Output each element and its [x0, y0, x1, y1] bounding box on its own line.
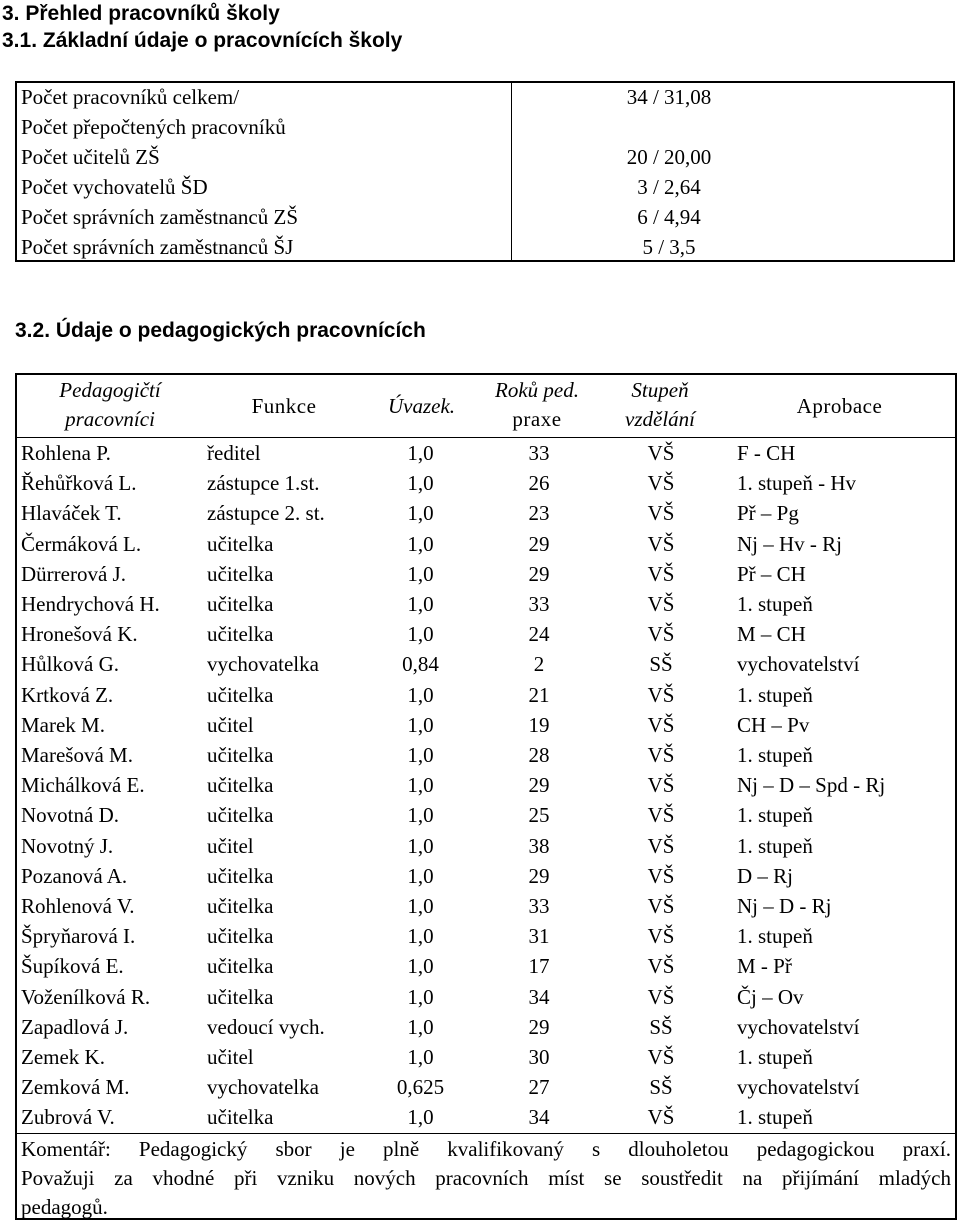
- staff-workload: 1,0: [407, 803, 434, 828]
- summary-label: Počet pracovníků celkem/: [21, 85, 240, 109]
- subsection-heading-pedagogical: 3.2. Údaje o pedagogických pracovnících: [15, 319, 426, 342]
- staff-education: VŠ: [647, 924, 675, 949]
- summary-row: [17, 142, 953, 172]
- staff-years: 34: [528, 1105, 550, 1130]
- staff-table: [15, 373, 957, 1220]
- table-row: [17, 559, 955, 589]
- comment-line: pedagogů.: [21, 1195, 108, 1219]
- staff-approbation: Nj – D – Spd - Rj: [737, 773, 886, 798]
- staff-years: 31: [528, 924, 550, 949]
- staff-approbation: M – CH: [737, 622, 806, 647]
- staff-workload: 1,0: [407, 561, 434, 586]
- summary-label: Počet správních zaměstnanců ŠJ: [21, 235, 294, 259]
- staff-education: SŠ: [649, 1075, 673, 1100]
- table-row: [17, 619, 955, 649]
- staff-name: Novotná D.: [21, 803, 119, 828]
- subsection-heading-basic: 3.1. Základní údaje o pracovnících školy: [2, 29, 403, 52]
- staff-years: 29: [528, 773, 550, 798]
- table-row: [17, 649, 955, 679]
- table-row: [17, 529, 955, 559]
- staff-workload: 1,0: [407, 1045, 434, 1069]
- staff-workload: 1,0: [407, 773, 434, 798]
- comment-block: [21, 1135, 951, 1222]
- staff-education: VŠ: [647, 984, 675, 1009]
- staff-approbation: 1. stupeň: [737, 1045, 813, 1069]
- comment-line: Považuji za vhodné při vzniku nových pracovních míst se soustředit na přijímání mladých: [21, 1166, 951, 1190]
- summary-label: Počet učitelů ZŠ: [21, 145, 160, 169]
- staff-years: 38: [528, 833, 550, 858]
- staff-name: Voženílková R.: [21, 984, 151, 1009]
- staff-education: VŠ: [647, 622, 675, 647]
- staff-approbation: F - CH: [737, 441, 796, 465]
- comment-separator: [17, 1133, 955, 1134]
- staff-education: SŠ: [649, 652, 673, 677]
- staff-function: učitelka: [207, 592, 274, 616]
- staff-workload: 1,0: [407, 1105, 434, 1130]
- staff-years: 33: [528, 592, 550, 616]
- table-row: [17, 740, 955, 770]
- staff-function: učitelka: [207, 1105, 274, 1130]
- table-row: [17, 831, 955, 861]
- staff-name: Šupíková E.: [21, 954, 124, 979]
- header-years-line2: praxe: [512, 407, 562, 431]
- staff-approbation: 1. stupeň: [737, 924, 813, 949]
- staff-years: 33: [528, 894, 550, 918]
- staff-workload: 1,0: [407, 984, 434, 1009]
- table-row: [17, 770, 955, 800]
- staff-function: učitelka: [207, 863, 274, 888]
- staff-function: učitelka: [207, 894, 274, 918]
- staff-name: Hůlková G.: [21, 652, 119, 677]
- staff-function: učitelka: [207, 773, 274, 798]
- staff-function: učitelka: [207, 984, 274, 1009]
- staff-function: učitelka: [207, 803, 274, 828]
- staff-years: 28: [528, 743, 550, 767]
- summary-row: [17, 82, 953, 112]
- header-pedagogical-staff: [17, 375, 203, 437]
- staff-education: VŠ: [647, 1105, 675, 1130]
- staff-name: Michálková E.: [21, 773, 145, 798]
- header-ped-line2: pracovníci: [65, 407, 155, 431]
- staff-workload: 1,0: [407, 894, 434, 918]
- staff-education: VŠ: [647, 954, 675, 979]
- summary-value: 3 / 2,64: [637, 175, 701, 199]
- summary-value: 6 / 4,94: [637, 205, 701, 229]
- staff-workload: 1,0: [407, 531, 434, 556]
- summary-table: [15, 81, 955, 262]
- staff-function: učitelka: [207, 743, 274, 767]
- staff-workload: 1,0: [407, 924, 434, 949]
- staff-approbation: CH – Pv: [737, 712, 810, 737]
- staff-years: 25: [528, 803, 550, 828]
- table-row: [17, 589, 955, 619]
- staff-years: 23: [528, 501, 550, 526]
- summary-row: [17, 202, 953, 232]
- summary-row: [17, 232, 953, 262]
- staff-education: VŠ: [647, 712, 675, 737]
- staff-approbation: vychovatelství: [737, 652, 860, 677]
- staff-function: učitelka: [207, 682, 274, 707]
- staff-function: ředitel: [207, 441, 261, 465]
- header-years-line1: Roků ped.: [495, 378, 579, 402]
- staff-years: 30: [528, 1045, 550, 1069]
- staff-approbation: vychovatelství: [737, 1075, 860, 1100]
- staff-function: zástupce 1.st.: [207, 471, 320, 496]
- staff-approbation: 1. stupeň: [737, 592, 813, 616]
- staff-name: Zapadlová J.: [21, 1014, 129, 1039]
- staff-education: VŠ: [647, 682, 675, 707]
- summary-value: 34 / 31,08: [626, 85, 712, 109]
- staff-name: Marek M.: [21, 712, 105, 737]
- staff-workload: 0,625: [396, 1075, 445, 1100]
- table-row: [17, 1012, 955, 1042]
- staff-years: 29: [528, 561, 550, 586]
- summary-label: Počet přepočtených pracovníků: [21, 115, 286, 139]
- staff-approbation: M - Př: [737, 954, 792, 979]
- staff-function: učitelka: [207, 531, 274, 556]
- header-ped-line1: Pedagogičtí: [59, 378, 161, 402]
- staff-name: Řehůřková L.: [21, 471, 137, 496]
- header-education-line1: Stupeň: [631, 378, 689, 402]
- staff-workload: 1,0: [407, 712, 434, 737]
- staff-workload: 1,0: [407, 743, 434, 767]
- staff-years: 24: [528, 622, 550, 647]
- staff-years: 29: [528, 1014, 550, 1039]
- staff-education: VŠ: [647, 592, 675, 616]
- staff-years: 2: [533, 652, 545, 677]
- staff-function: učitelka: [207, 954, 274, 979]
- staff-approbation: D – Rj: [737, 863, 794, 888]
- table-row: [17, 1072, 955, 1102]
- staff-name: Zubrová V.: [21, 1105, 115, 1130]
- table-row: [17, 921, 955, 951]
- table-row: [17, 951, 955, 981]
- staff-name: Krtková Z.: [21, 682, 114, 707]
- staff-name: Pozanová A.: [21, 863, 128, 888]
- staff-years: 26: [528, 471, 550, 496]
- comment-line: Komentář: Pedagogický sbor je plně kvalifikovaný s dlouholetou pedagogickou praxí.: [21, 1137, 951, 1161]
- staff-years: 27: [528, 1075, 550, 1100]
- header-function: Funkce: [251, 394, 317, 418]
- staff-function: vedoucí vych.: [207, 1014, 325, 1039]
- staff-approbation: Př – Pg: [737, 501, 799, 526]
- header-education-line2: vzdělání: [625, 407, 695, 431]
- staff-years: 29: [528, 531, 550, 556]
- staff-name: Rohlenová V.: [21, 894, 135, 918]
- header-years-practice: [478, 375, 596, 437]
- staff-education: VŠ: [647, 743, 675, 767]
- staff-name: Hronešová K.: [21, 622, 138, 647]
- summary-label: Počet vychovatelů ŠD: [21, 175, 208, 199]
- summary-row: [17, 172, 953, 202]
- staff-workload: 1,0: [407, 833, 434, 858]
- staff-workload: 1,0: [407, 682, 434, 707]
- table-row: [17, 982, 955, 1012]
- staff-function: vychovatelka: [207, 652, 319, 677]
- staff-education: SŠ: [649, 1014, 673, 1039]
- staff-approbation: 1. stupeň: [737, 833, 813, 858]
- staff-approbation: 1. stupeň: [737, 682, 813, 707]
- staff-years: 17: [528, 954, 550, 979]
- staff-education: VŠ: [647, 833, 675, 858]
- summary-value: 20 / 20,00: [626, 145, 712, 169]
- staff-workload: 1,0: [407, 592, 434, 616]
- table-row: [17, 438, 955, 468]
- staff-workload: 1,0: [407, 471, 434, 496]
- staff-workload: 1,0: [407, 863, 434, 888]
- staff-function: učitelka: [207, 622, 274, 647]
- staff-name: Hlaváček T.: [21, 501, 122, 526]
- staff-approbation: Čj – Ov: [737, 984, 804, 1009]
- table-row: [17, 498, 955, 528]
- staff-years: 21: [528, 682, 550, 707]
- staff-approbation: 1. stupeň: [737, 743, 813, 767]
- staff-education: VŠ: [647, 773, 675, 798]
- staff-name: Zemková M.: [21, 1075, 130, 1100]
- table-row: [17, 680, 955, 710]
- table-row: [17, 861, 955, 891]
- staff-approbation: 1. stupeň: [737, 803, 813, 828]
- staff-function: učitel: [207, 1045, 254, 1069]
- staff-name: Hendrychová H.: [21, 592, 160, 616]
- staff-education: VŠ: [647, 501, 675, 526]
- section-heading: 3. Přehled pracovníků školy: [2, 2, 280, 25]
- staff-function: vychovatelka: [207, 1075, 319, 1100]
- staff-education: VŠ: [647, 441, 675, 465]
- staff-name: Špryňarová I.: [21, 924, 136, 949]
- table-row: [17, 891, 955, 921]
- staff-years: 33: [528, 441, 550, 465]
- staff-name: Rohlena P.: [21, 441, 111, 465]
- staff-name: Dürrerová J.: [21, 561, 126, 586]
- staff-name: Zemek K.: [21, 1045, 105, 1069]
- staff-years: 19: [528, 712, 550, 737]
- staff-name: Marešová M.: [21, 743, 133, 767]
- staff-workload: 1,0: [407, 1014, 434, 1039]
- staff-function: učitel: [207, 833, 254, 858]
- staff-function: zástupce 2. st.: [207, 501, 325, 526]
- staff-approbation: Nj – D - Rj: [737, 894, 832, 918]
- staff-years: 34: [528, 984, 550, 1009]
- staff-education: VŠ: [647, 863, 675, 888]
- summary-value: 5 / 3,5: [642, 235, 696, 259]
- staff-education: VŠ: [647, 471, 675, 496]
- staff-workload: 1,0: [407, 954, 434, 979]
- table-row: [17, 468, 955, 498]
- staff-workload: 1,0: [407, 501, 434, 526]
- header-approbation: Aprobace: [796, 394, 883, 418]
- staff-workload: 1,0: [407, 622, 434, 647]
- staff-education: VŠ: [647, 531, 675, 556]
- table-row: [17, 800, 955, 830]
- staff-approbation: Nj – Hv - Rj: [737, 531, 842, 556]
- staff-education: VŠ: [647, 561, 675, 586]
- table-row: [17, 1102, 955, 1132]
- staff-education: VŠ: [647, 803, 675, 828]
- staff-function: učitelka: [207, 924, 274, 949]
- staff-approbation: Př – CH: [737, 561, 806, 586]
- summary-row: [17, 112, 953, 142]
- staff-name: Čermáková L.: [21, 531, 142, 556]
- staff-approbation: 1. stupeň - Hv: [737, 471, 856, 496]
- header-workload: Úvazek.: [387, 394, 456, 418]
- staff-education: VŠ: [647, 894, 675, 918]
- table-row: [17, 1042, 955, 1072]
- staff-workload: 1,0: [407, 441, 434, 465]
- staff-approbation: vychovatelství: [737, 1014, 860, 1039]
- staff-function: učitel: [207, 712, 254, 737]
- staff-function: učitelka: [207, 561, 274, 586]
- summary-label: Počet správních zaměstnanců ZŠ: [21, 205, 298, 229]
- staff-years: 29: [528, 863, 550, 888]
- staff-approbation: 1. stupeň: [737, 1105, 813, 1130]
- staff-workload: 0,84: [402, 652, 439, 677]
- staff-name: Novotný J.: [21, 833, 114, 858]
- staff-education: VŠ: [647, 1045, 675, 1069]
- header-education: [596, 375, 724, 437]
- table-row: [17, 710, 955, 740]
